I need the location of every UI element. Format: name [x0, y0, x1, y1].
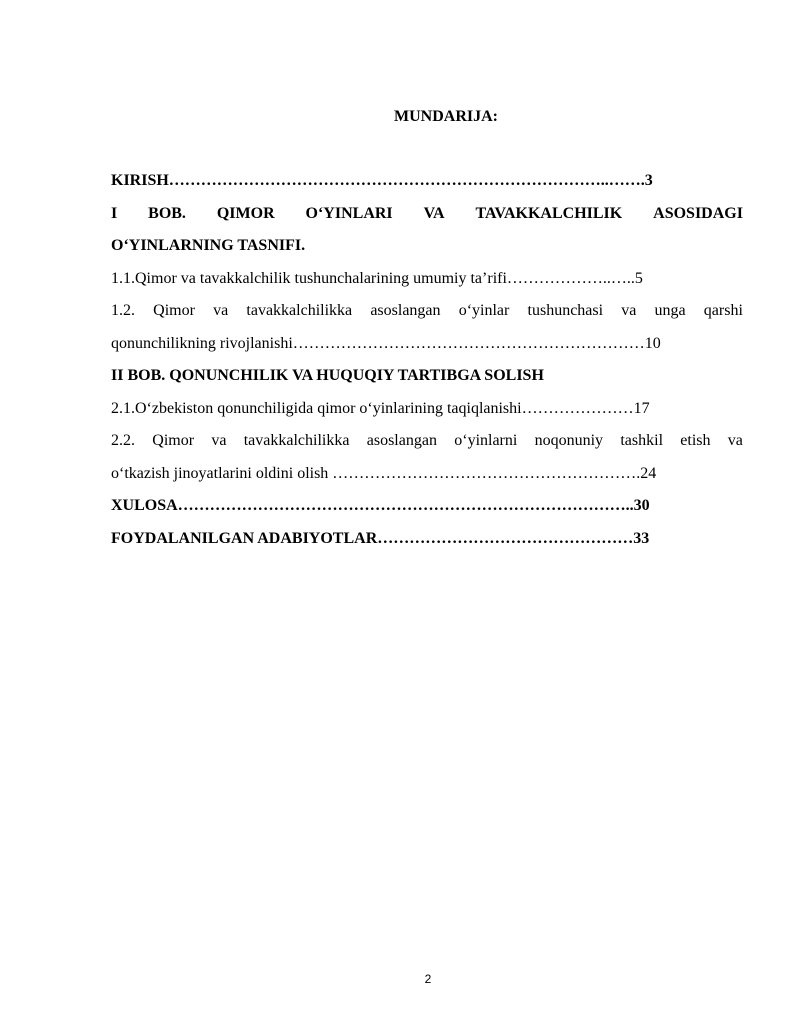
table-of-contents — [111, 170, 743, 560]
page-number: 2 — [424, 972, 432, 986]
toc-word: VA — [423, 204, 445, 222]
toc-word: ASOSIDAGI — [653, 204, 743, 222]
toc-entry-kirish[interactable]: KIRISH………………………………………………………………………..…….3 — [111, 172, 653, 189]
toc-word: va — [727, 432, 743, 449]
toc-word: tavakkalchilikka — [243, 432, 350, 449]
toc-word: O‘YINLARI — [305, 204, 393, 222]
toc-word: Qimor — [152, 432, 195, 449]
toc-word: qarshi — [703, 302, 743, 319]
toc-entry-bob1-line1[interactable] — [111, 203, 743, 236]
toc-entry-xulosa[interactable]: XULOSA…………………………………………………………………………..30 — [111, 497, 650, 514]
toc-entry-1-2-line1[interactable] — [111, 300, 743, 333]
toc-word: 2.2. — [111, 432, 135, 449]
toc-word: unga — [654, 302, 686, 319]
toc-word: o‘yinlarni — [454, 432, 518, 449]
toc-word: va — [211, 432, 227, 449]
toc-word: tushunchasi — [527, 302, 604, 319]
toc-word: va — [621, 302, 637, 319]
toc-word: 1.2. — [111, 302, 135, 319]
toc-word: TAVAKKALCHILIK — [475, 204, 623, 222]
toc-word: I — [111, 204, 118, 222]
toc-word: etish — [680, 432, 711, 449]
toc-entry-1-1[interactable]: 1.1.Qimor va tavakkalchilik tushunchalarining umumiy ta’rifi………………..…..5 — [111, 269, 643, 287]
toc-entry-1-2-line2[interactable]: qonunchilikning rivojlanishi…………………………………………………………10 — [111, 334, 661, 352]
toc-word: asoslangan — [366, 432, 437, 449]
toc-entry-bob1-line2[interactable]: O‘YINLARNING TASNIFI. — [111, 237, 306, 254]
toc-word: Qimor — [153, 302, 195, 319]
toc-word: tavakkalchilikka — [246, 302, 353, 319]
toc-entry-adabiyotlar[interactable]: FOYDALANILGAN ADABIYOTLAR…………………………………………33 — [111, 529, 650, 547]
toc-entry-2-1[interactable]: 2.1.O‘zbekiston qonunchiligida qimor o‘yinlarining taqiqlanishi…………………17 — [111, 399, 650, 417]
toc-title: MUNDARIJA: — [394, 108, 498, 125]
toc-entry-2-2-line2[interactable]: o‘tkazish jinoyatlarini oldini olish ………………………………………………….24 — [111, 464, 657, 482]
toc-word: noqonuniy — [534, 432, 604, 449]
toc-word: o‘yinlar — [458, 302, 510, 319]
toc-entry-bob2[interactable]: II BOB. QONUNCHILIK VA HUQUQIY TARTIBGA SOLISH — [111, 367, 544, 384]
toc-word: QIMOR — [216, 204, 275, 222]
toc-word: tashkil — [620, 432, 664, 449]
toc-word: asoslangan — [370, 302, 441, 319]
toc-word: BOB. — [148, 204, 186, 222]
toc-word: va — [213, 302, 229, 319]
toc-entry-2-2-line1[interactable] — [111, 430, 743, 463]
